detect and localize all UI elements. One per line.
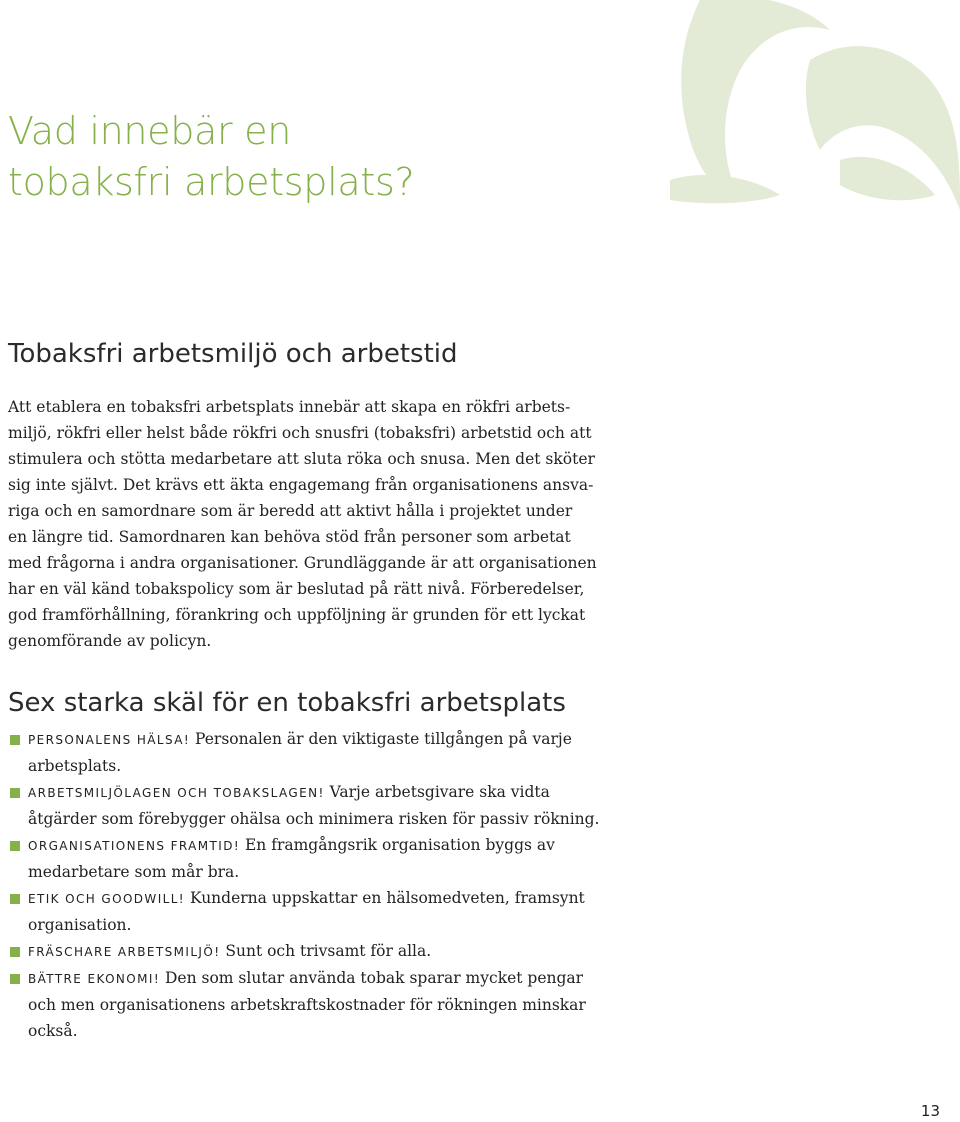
reason-body: Kunderna uppskattar en hälsomedveten, framsynt (189, 889, 585, 907)
paragraph-line: god framförhållning, förankring och uppföljning är grunden för ett lyckat (8, 606, 586, 624)
reason-label: ETIK OCH GOODWILL! (28, 892, 186, 906)
reason-line: arbetsplats. (28, 757, 122, 775)
paragraph-line: genomförande av policyn. (8, 632, 212, 650)
reason-body: En framgångsrik organisation byggs av (244, 836, 555, 854)
paragraph-line: miljö, rökfri eller helst både rökfri och snusfri (tobaksfri) arbetstid och att (8, 424, 592, 442)
reasons-list (10, 726, 622, 1044)
square-bullet-icon (10, 974, 20, 984)
reason-first-line (28, 726, 622, 753)
reason-text (28, 965, 622, 1044)
paragraph-line: sig inte självt. Det krävs ett äkta engagemang från organisationens ansva- (8, 476, 594, 494)
paragraph-line: stimulera och stötta medarbetare att sluta röka och snusa. Men det sköter (8, 450, 595, 468)
leaf-ornament (660, 0, 960, 210)
reason-text (28, 885, 622, 938)
page-title-line: Vad innebär en (8, 109, 292, 153)
reason-item (10, 938, 622, 965)
paragraph-line: med frågorna i andra organisationer. Grundläggande är att organisationen (8, 554, 597, 572)
square-bullet-icon (10, 947, 20, 957)
reason-line: organisation. (28, 916, 132, 934)
paragraph-line: Att etablera en tobaksfri arbetsplats innebär att skapa en rökfri arbets- (8, 398, 571, 416)
reason-body: Varje arbetsgivare ska vidta (329, 783, 550, 801)
intro-paragraph (8, 394, 620, 654)
reason-text (28, 779, 622, 832)
section-heading-reasons: Sex starka skäl för en tobaksfri arbetsplats (8, 688, 566, 718)
reason-label: ARBETSMILJÖLAGEN OCH TOBAKSLAGEN! (28, 786, 325, 800)
page-number: 13 (920, 1102, 940, 1120)
reason-line: och men organisationens arbetskraftskostnader för rökningen minskar (28, 996, 586, 1014)
section-heading-environment: Tobaksfri arbetsmiljö och arbetstid (8, 339, 458, 369)
reason-line: åtgärder som förebygger ohälsa och minimera risken för passiv rökning. (28, 810, 600, 828)
reason-first-line (28, 832, 622, 859)
reason-line: också. (28, 1022, 78, 1040)
reason-item (10, 832, 622, 885)
reason-label: ORGANISATIONENS FRAMTID! (28, 839, 241, 853)
paragraph-line: en längre tid. Samordnaren kan behöva stöd från personer som arbetat (8, 528, 571, 546)
reason-item (10, 726, 622, 779)
square-bullet-icon (10, 735, 20, 745)
reason-text (28, 726, 622, 779)
reason-label: FRÄSCHARE ARBETSMILJÖ! (28, 945, 221, 959)
paragraph-line: riga och en samordnare som är beredd att aktivt hålla i projektet under (8, 502, 573, 520)
reason-text (28, 832, 622, 885)
reason-body: Den som slutar använda tobak sparar mycket pengar (165, 969, 584, 987)
square-bullet-icon (10, 788, 20, 798)
reason-item (10, 965, 622, 1044)
square-bullet-icon (10, 894, 20, 904)
square-bullet-icon (10, 841, 20, 851)
reason-first-line (28, 779, 622, 806)
reason-first-line (28, 965, 622, 992)
reason-text (28, 938, 622, 965)
page-title (8, 106, 648, 208)
reason-body: Personalen är den viktigaste tillgången på varje (195, 730, 572, 748)
reason-label: PERSONALENS HÄLSA! (28, 733, 191, 747)
reason-item (10, 779, 622, 832)
reason-item (10, 885, 622, 938)
reason-label: BÄTTRE EKONOMI! (28, 972, 161, 986)
reason-first-line (28, 938, 622, 965)
page-title-line: tobaksfri arbetsplats? (8, 160, 415, 204)
reason-body: Sunt och trivsamt för alla. (225, 942, 432, 960)
reason-first-line (28, 885, 622, 912)
paragraph-line: har en väl känd tobakspolicy som är beslutad på rätt nivå. Förberedelser, (8, 580, 585, 598)
reason-line: medarbetare som mår bra. (28, 863, 240, 881)
